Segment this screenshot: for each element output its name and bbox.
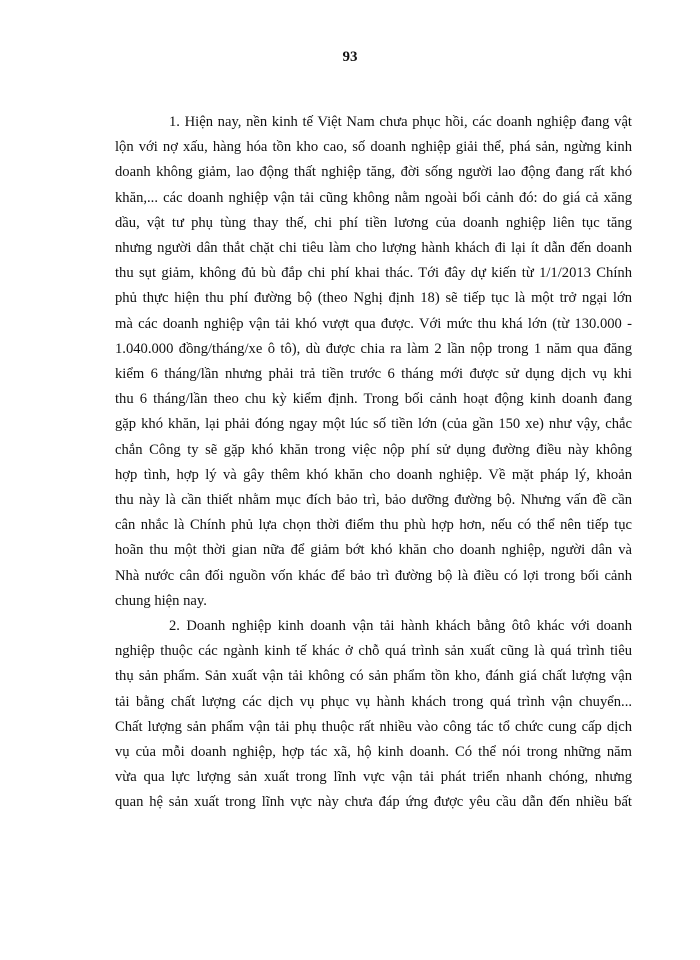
paragraph-line: gặp khó khăn, lại phải đóng ngay một lúc số tiền lớn (của gần 150 xe) như vậy, chắc [115,416,632,433]
paragraph-line: thụ sản phẩm. Sản xuất vận tải không có sản phẩm tồn kho, đánh giá chất lượng vận [115,668,632,685]
paragraph-line: thu này là cần thiết nhằm mục đích bảo trì, bảo dưỡng đường bộ. Nhưng vấn đề cần [115,492,632,509]
paragraph-line: nhưng người dân thắt chặt chi tiêu làm cho lượng hành khách đi lại ít dẫn đến doanh [115,240,632,257]
paragraph-line: khăn,... các doanh nghiệp vận tải cũng không nằm ngoài bối cảnh đó: do giá cả xăng [115,189,632,206]
paragraph-line: 1. Hiện nay, nền kinh tế Việt Nam chưa phục hồi, các doanh nghiệp đang vật [169,114,632,130]
paragraph-line: Nhà nước cân đối nguồn vốn khác để bảo trì đường bộ là điều có lợi trong bối cảnh [115,567,632,584]
paragraph-line: vừa qua lực lượng sản xuất trong lĩnh vực vận tải phát triển nhanh chóng, nhưng [115,769,632,786]
paragraph-line: phủ thực hiện thu phí đường bộ (theo Nghị định 18) sẽ tiếp tục là một trở ngại lớn [115,290,632,307]
paragraph-line: 1.040.000 đồng/tháng/xe ô tô), dù được chia ra làm 2 lần nộp trong 1 năm qua đăng [115,340,632,357]
paragraph-line: dầu, vật tư phụ tùng thay thế, chi phí tiền lương của doanh nghiệp liên tục tăng [115,214,632,231]
paragraph-line: tải bằng chất lượng các dịch vụ phục vụ hành khách trong quá trình vận chuyển... [115,693,632,710]
paragraph-line: mà các doanh nghiệp vận tải khó vượt qua được. Với mức thu khá lớn (từ 130.000 - [115,315,632,332]
paragraph-line: doanh không giảm, lao động thất nghiệp tăng, đời sống người lao động đang rất khó [115,164,632,181]
page-number: 93 [342,49,358,65]
paragraph-line: chắn Công ty sẽ gặp khó khăn trong việc nộp phí sử dụng đường điều này không [115,441,632,458]
paragraph-line: quan hệ sản xuất trong lĩnh vực này chưa đáp ứng được yêu cầu dẫn đến nhiều bất [115,794,632,811]
paragraph-line: nghiệp thuộc các ngành kinh tế khác ở chỗ quá trình sản xuất cũng là quá trình tiêu [115,643,632,660]
body-text [115,110,632,816]
paragraph-line: thu sụt giảm, không đủ bù đắp chi phí khai thác. Tới đây dự kiến từ 1/1/2013 Chính [115,265,632,282]
paragraph-line: lộn với nợ xấu, hàng hóa tồn kho cao, số doanh nghiệp giải thể, phá sản, ngừng kinh [115,139,632,156]
paragraph-line: hoãn thu một thời gian nữa để giảm bớt khó khăn cho doanh nghiệp, người dân và [115,542,632,559]
paragraph-1 [115,110,632,614]
paragraph-line: chung hiện nay. [115,592,207,609]
paragraph-line: kiểm 6 tháng/lần nhưng phải trả tiền trước 6 tháng mới được sử dụng dịch vụ khi [115,366,632,383]
paragraph-line: cân nhắc là Chính phủ lựa chọn thời điểm thu phù hợp hơn, nếu có thể nên tiếp tục [115,517,632,534]
paragraph-line: 2. Doanh nghiệp kinh doanh vận tải hành khách bằng ôtô khác với doanh [169,618,632,635]
paragraph-line: hợp tình, hợp lý và gây thêm khó khăn cho doanh nghiệp. Về mặt pháp lý, khoản [115,466,632,483]
paragraph-2 [115,614,632,816]
paragraph-line: vụ của mỗi doanh nghiệp, hợp tác xã, hộ kinh doanh. Có thể nói trong những năm [115,744,632,761]
paragraph-line: thu 6 tháng/lần theo chu kỳ kiểm định. Trong bối cảnh hoạt động kinh doanh đang [115,391,632,408]
paragraph-line: Chất lượng sản phẩm vận tải phụ thuộc rất nhiều vào công tác tổ chức cung cấp dịch [115,718,632,735]
